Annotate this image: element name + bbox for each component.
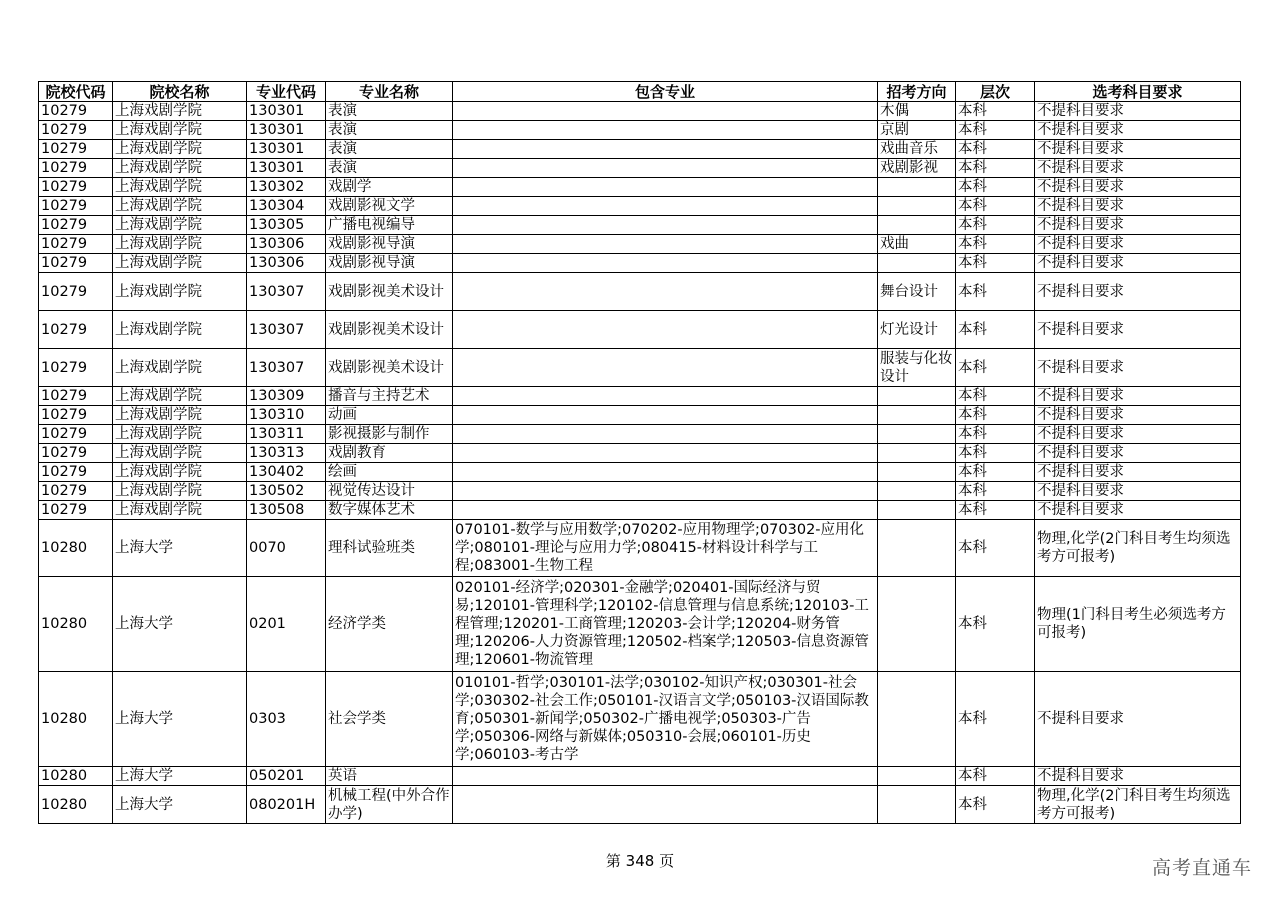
direction-cell (878, 197, 956, 216)
school-name-cell: 上海大学 (113, 672, 247, 767)
major-code-cell: 130402 (247, 463, 326, 482)
direction-cell: 京剧 (878, 121, 956, 140)
direction-cell: 服装与化妆设计 (878, 349, 956, 387)
table-row (39, 501, 1241, 520)
school-name-cell: 上海戏剧学院 (113, 482, 247, 501)
major-code-cell: 130307 (247, 311, 326, 349)
school-code-cell: 10279 (39, 406, 113, 425)
direction-cell (878, 425, 956, 444)
major-name-cell: 英语 (326, 767, 453, 786)
subject-requirement-cell: 不提科目要求 (1035, 121, 1241, 140)
table-row (39, 520, 1241, 577)
school-code-cell: 10279 (39, 349, 113, 387)
header-subject-requirement: 选考科目要求 (1035, 82, 1241, 102)
level-cell: 本科 (956, 577, 1035, 672)
major-code-cell: 130311 (247, 425, 326, 444)
school-code-cell: 10279 (39, 387, 113, 406)
included-majors-cell (453, 121, 878, 140)
table-row (39, 235, 1241, 254)
subject-requirement-cell: 不提科目要求 (1035, 273, 1241, 311)
direction-cell (878, 767, 956, 786)
direction-cell: 灯光设计 (878, 311, 956, 349)
major-code-cell: 130313 (247, 444, 326, 463)
school-name-cell: 上海戏剧学院 (113, 387, 247, 406)
school-code-cell: 10279 (39, 178, 113, 197)
major-name-cell: 戏剧影视导演 (326, 254, 453, 273)
major-name-cell: 表演 (326, 121, 453, 140)
level-cell: 本科 (956, 520, 1035, 577)
major-name-cell: 戏剧影视美术设计 (326, 349, 453, 387)
school-name-cell: 上海大学 (113, 767, 247, 786)
subject-requirement-cell: 不提科目要求 (1035, 254, 1241, 273)
table-row (39, 672, 1241, 767)
direction-cell: 木偶 (878, 102, 956, 121)
subject-requirement-cell: 不提科目要求 (1035, 444, 1241, 463)
direction-cell (878, 501, 956, 520)
major-code-cell: 0070 (247, 520, 326, 577)
major-name-cell: 广播电视编导 (326, 216, 453, 235)
school-code-cell: 10279 (39, 463, 113, 482)
direction-cell (878, 786, 956, 824)
included-majors-cell (453, 197, 878, 216)
direction-cell (878, 254, 956, 273)
level-cell: 本科 (956, 159, 1035, 178)
header-major-code: 专业代码 (247, 82, 326, 102)
school-code-cell: 10279 (39, 216, 113, 235)
level-cell: 本科 (956, 216, 1035, 235)
direction-cell (878, 444, 956, 463)
subject-requirement-cell: 不提科目要求 (1035, 159, 1241, 178)
direction-cell (878, 178, 956, 197)
table-body (39, 102, 1241, 824)
major-code-cell: 130305 (247, 216, 326, 235)
subject-requirement-cell: 物理(1门科目考生必须选考方可报考) (1035, 577, 1241, 672)
level-cell: 本科 (956, 387, 1035, 406)
level-cell: 本科 (956, 140, 1035, 159)
major-name-cell: 动画 (326, 406, 453, 425)
table-row (39, 216, 1241, 235)
level-cell: 本科 (956, 197, 1035, 216)
table-header-row (39, 82, 1241, 102)
direction-cell (878, 463, 956, 482)
level-cell: 本科 (956, 501, 1035, 520)
included-majors-cell (453, 786, 878, 824)
school-name-cell: 上海戏剧学院 (113, 102, 247, 121)
included-majors-cell: 010101-哲学;030101-法学;030102-知识产权;030301-社会学;030302-社会工作;050101-汉语言文学;050103-汉语国际教育;050301-新闻学;050302-广播电视学;050303-广告学;050306-网络与新媒体;050310-会展;060101-历史学;060103-考古学 (453, 672, 878, 767)
school-name-cell: 上海戏剧学院 (113, 501, 247, 520)
major-name-cell: 表演 (326, 159, 453, 178)
school-code-cell: 10279 (39, 197, 113, 216)
major-code-cell: 130306 (247, 254, 326, 273)
major-name-cell: 播音与主持艺术 (326, 387, 453, 406)
table-row (39, 786, 1241, 824)
major-name-cell: 表演 (326, 140, 453, 159)
table-row (39, 463, 1241, 482)
direction-cell (878, 387, 956, 406)
school-code-cell: 10280 (39, 767, 113, 786)
level-cell: 本科 (956, 311, 1035, 349)
subject-requirement-cell: 不提科目要求 (1035, 349, 1241, 387)
included-majors-cell (453, 767, 878, 786)
school-name-cell: 上海戏剧学院 (113, 425, 247, 444)
school-name-cell: 上海戏剧学院 (113, 273, 247, 311)
watermark: 高考直通车 (1151, 857, 1252, 879)
school-code-cell: 10279 (39, 273, 113, 311)
page-number: 第 348 页 (605, 852, 675, 870)
school-name-cell: 上海戏剧学院 (113, 463, 247, 482)
level-cell: 本科 (956, 786, 1035, 824)
school-name-cell: 上海戏剧学院 (113, 444, 247, 463)
included-majors-cell (453, 425, 878, 444)
subject-requirement-cell: 不提科目要求 (1035, 197, 1241, 216)
major-name-cell: 绘画 (326, 463, 453, 482)
table-row (39, 140, 1241, 159)
direction-cell (878, 672, 956, 767)
included-majors-cell (453, 254, 878, 273)
major-code-cell: 130502 (247, 482, 326, 501)
major-code-cell: 130304 (247, 197, 326, 216)
major-code-cell: 0201 (247, 577, 326, 672)
school-name-cell: 上海大学 (113, 577, 247, 672)
subject-requirement-cell: 不提科目要求 (1035, 216, 1241, 235)
included-majors-cell: 070101-数学与应用数学;070202-应用物理学;070302-应用化学;080101-理论与应用力学;080415-材料设计科学与工程;083001-生物工程 (453, 520, 878, 577)
major-code-cell: 130307 (247, 273, 326, 311)
major-code-cell: 130301 (247, 140, 326, 159)
school-code-cell: 10280 (39, 577, 113, 672)
included-majors-cell (453, 273, 878, 311)
major-name-cell: 戏剧影视美术设计 (326, 273, 453, 311)
table-row (39, 577, 1241, 672)
school-name-cell: 上海戏剧学院 (113, 178, 247, 197)
direction-cell (878, 216, 956, 235)
major-name-cell: 戏剧学 (326, 178, 453, 197)
major-code-cell: 130302 (247, 178, 326, 197)
table-row (39, 254, 1241, 273)
included-majors-cell (453, 349, 878, 387)
school-code-cell: 10279 (39, 121, 113, 140)
major-code-cell: 050201 (247, 767, 326, 786)
included-majors-cell (453, 216, 878, 235)
subject-requirement-cell: 不提科目要求 (1035, 406, 1241, 425)
table-row (39, 767, 1241, 786)
subject-requirement-cell: 不提科目要求 (1035, 672, 1241, 767)
subject-requirement-cell: 不提科目要求 (1035, 501, 1241, 520)
school-code-cell: 10279 (39, 235, 113, 254)
included-majors-cell (453, 178, 878, 197)
major-name-cell: 数字媒体艺术 (326, 501, 453, 520)
major-code-cell: 130306 (247, 235, 326, 254)
major-name-cell: 机械工程(中外合作办学) (326, 786, 453, 824)
school-code-cell: 10280 (39, 672, 113, 767)
major-name-cell: 戏剧影视文学 (326, 197, 453, 216)
level-cell: 本科 (956, 425, 1035, 444)
direction-cell: 戏曲 (878, 235, 956, 254)
school-code-cell: 10280 (39, 786, 113, 824)
major-code-cell: 130301 (247, 102, 326, 121)
included-majors-cell (453, 501, 878, 520)
school-name-cell: 上海戏剧学院 (113, 216, 247, 235)
direction-cell (878, 406, 956, 425)
level-cell: 本科 (956, 482, 1035, 501)
major-name-cell: 戏剧影视美术设计 (326, 311, 453, 349)
level-cell: 本科 (956, 349, 1035, 387)
school-code-cell: 10279 (39, 444, 113, 463)
table-row (39, 311, 1241, 349)
table-row (39, 425, 1241, 444)
school-name-cell: 上海戏剧学院 (113, 140, 247, 159)
included-majors-cell (453, 463, 878, 482)
header-level: 层次 (956, 82, 1035, 102)
table-row (39, 102, 1241, 121)
subject-requirement-cell: 不提科目要求 (1035, 387, 1241, 406)
table-row (39, 178, 1241, 197)
table-row (39, 482, 1241, 501)
subject-requirement-cell: 物理,化学(2门科目考生均须选考方可报考) (1035, 520, 1241, 577)
level-cell: 本科 (956, 767, 1035, 786)
table-row (39, 121, 1241, 140)
level-cell: 本科 (956, 102, 1035, 121)
level-cell: 本科 (956, 672, 1035, 767)
header-school-code: 院校代码 (39, 82, 113, 102)
included-majors-cell (453, 406, 878, 425)
school-name-cell: 上海戏剧学院 (113, 235, 247, 254)
direction-cell: 戏剧影视 (878, 159, 956, 178)
school-code-cell: 10279 (39, 501, 113, 520)
header-major-name: 专业名称 (326, 82, 453, 102)
table-row (39, 349, 1241, 387)
school-code-cell: 10279 (39, 482, 113, 501)
included-majors-cell (453, 235, 878, 254)
direction-cell (878, 482, 956, 501)
table-row (39, 159, 1241, 178)
header-direction: 招考方向 (878, 82, 956, 102)
major-name-cell: 戏剧教育 (326, 444, 453, 463)
major-name-cell: 经济学类 (326, 577, 453, 672)
level-cell: 本科 (956, 254, 1035, 273)
header-school-name: 院校名称 (113, 82, 247, 102)
major-name-cell: 社会学类 (326, 672, 453, 767)
major-code-cell: 080201H (247, 786, 326, 824)
subject-requirement-cell: 不提科目要求 (1035, 482, 1241, 501)
major-name-cell: 戏剧影视导演 (326, 235, 453, 254)
subject-requirement-cell: 不提科目要求 (1035, 102, 1241, 121)
major-code-cell: 130301 (247, 159, 326, 178)
school-code-cell: 10279 (39, 159, 113, 178)
level-cell: 本科 (956, 178, 1035, 197)
subject-requirement-cell: 物理,化学(2门科目考生均须选考方可报考) (1035, 786, 1241, 824)
level-cell: 本科 (956, 273, 1035, 311)
included-majors-cell (453, 311, 878, 349)
included-majors-cell (453, 159, 878, 178)
included-majors-cell (453, 482, 878, 501)
school-name-cell: 上海戏剧学院 (113, 197, 247, 216)
major-code-cell: 130508 (247, 501, 326, 520)
subject-requirement-cell: 不提科目要求 (1035, 235, 1241, 254)
included-majors-cell (453, 387, 878, 406)
major-code-cell: 130301 (247, 121, 326, 140)
level-cell: 本科 (956, 235, 1035, 254)
school-name-cell: 上海大学 (113, 786, 247, 824)
included-majors-cell (453, 444, 878, 463)
direction-cell: 舞台设计 (878, 273, 956, 311)
school-code-cell: 10279 (39, 102, 113, 121)
school-code-cell: 10279 (39, 311, 113, 349)
direction-cell (878, 520, 956, 577)
major-name-cell: 理科试验班类 (326, 520, 453, 577)
school-name-cell: 上海戏剧学院 (113, 311, 247, 349)
major-name-cell: 表演 (326, 102, 453, 121)
level-cell: 本科 (956, 463, 1035, 482)
subject-requirement-cell: 不提科目要求 (1035, 140, 1241, 159)
major-code-cell: 0303 (247, 672, 326, 767)
school-name-cell: 上海戏剧学院 (113, 254, 247, 273)
major-name-cell: 视觉传达设计 (326, 482, 453, 501)
school-name-cell: 上海戏剧学院 (113, 349, 247, 387)
table-row (39, 406, 1241, 425)
included-majors-cell (453, 102, 878, 121)
level-cell: 本科 (956, 121, 1035, 140)
table-row (39, 197, 1241, 216)
school-code-cell: 10279 (39, 140, 113, 159)
major-code-cell: 130310 (247, 406, 326, 425)
header-included-majors: 包含专业 (453, 82, 878, 102)
subject-requirement-cell: 不提科目要求 (1035, 425, 1241, 444)
level-cell: 本科 (956, 406, 1035, 425)
school-code-cell: 10279 (39, 425, 113, 444)
subject-requirement-cell: 不提科目要求 (1035, 178, 1241, 197)
subject-requirement-cell: 不提科目要求 (1035, 767, 1241, 786)
direction-cell: 戏曲音乐 (878, 140, 956, 159)
included-majors-cell: 020101-经济学;020301-金融学;020401-国际经济与贸易;120101-管理科学;120102-信息管理与信息系统;120103-工程管理;120201-工商管理;120203-会计学;120204-财务管理;120206-人力资源管理;120502-档案学;120503-信息资源管理;120601-物流管理 (453, 577, 878, 672)
school-name-cell: 上海戏剧学院 (113, 121, 247, 140)
table-row (39, 273, 1241, 311)
table-row (39, 444, 1241, 463)
included-majors-cell (453, 140, 878, 159)
admission-requirements-table (38, 81, 1241, 824)
direction-cell (878, 577, 956, 672)
subject-requirement-cell: 不提科目要求 (1035, 463, 1241, 482)
major-name-cell: 影视摄影与制作 (326, 425, 453, 444)
major-code-cell: 130307 (247, 349, 326, 387)
school-name-cell: 上海戏剧学院 (113, 406, 247, 425)
subject-requirement-cell: 不提科目要求 (1035, 311, 1241, 349)
major-code-cell: 130309 (247, 387, 326, 406)
level-cell: 本科 (956, 444, 1035, 463)
school-name-cell: 上海大学 (113, 520, 247, 577)
table-row (39, 387, 1241, 406)
school-code-cell: 10280 (39, 520, 113, 577)
school-code-cell: 10279 (39, 254, 113, 273)
school-name-cell: 上海戏剧学院 (113, 159, 247, 178)
